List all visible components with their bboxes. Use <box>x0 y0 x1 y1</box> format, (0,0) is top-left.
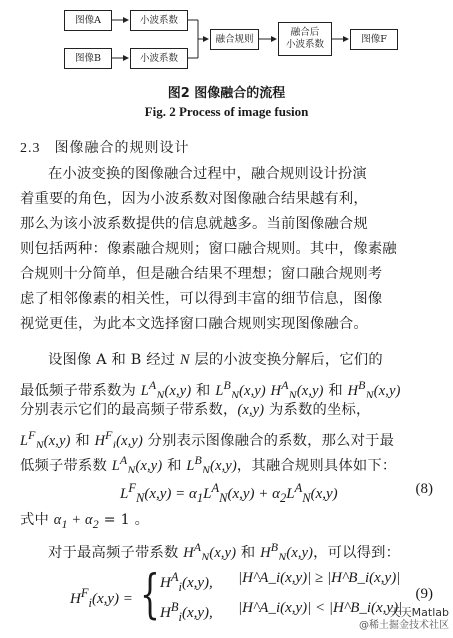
alpha-constraint: 式中 $\alpha_1 + \alpha_2 = 1$ 。 <box>20 512 150 531</box>
figure-caption-cn: 图2 图像融合的流程 <box>167 86 286 101</box>
watermark-line-1: 天天Matlab <box>389 606 449 619</box>
section-heading <box>20 137 190 157</box>
box-image-f: 图像F <box>350 29 398 50</box>
para2-line-4: $L^F_N(x,y)$ 和 $H^F_i(x,y)$ 分别表示图像融合的系数，那么对于最 <box>20 428 395 448</box>
equation-8-expression: $L^F_N(x,y) = \alpha_1L^A_N(x,y) + \alpha_2L^A_N(x,y)$ <box>120 481 338 505</box>
para1-line: 虑了相邻像素的相关性，可以得到丰富的细节信息，图像 <box>20 291 383 307</box>
watermark-line-2: @稀土掘金技术社区 <box>359 620 449 631</box>
equation-9-lhs: $H^F_i(x,y)$ = <box>70 586 133 610</box>
box-fused-wavelet <box>278 22 332 56</box>
equation-9-case-2-condition: |H^A_i(x,y)| < |H^B_i(x,y)| <box>238 600 403 616</box>
fusion-flowchart <box>0 0 453 80</box>
box-wavelet-a: 小波系数 <box>130 10 188 31</box>
section-number: 2.3 <box>20 141 41 156</box>
para2-line-2: 最低频子带系数为 $L^A_N(x,y)$ 和 $L^B_N(x,y)$ $H^A_N(x,y)$ 和 $H^B_N(x,y)$ <box>20 378 401 398</box>
para1-line: 则包括两种：像素融合规则；窗口融合规则。其中，像素融 <box>20 241 397 257</box>
para2-line-1: 设图像 A 和 B 经过 N 层的小波变换分解后，它们的 <box>48 352 383 368</box>
para1-line: 合规则十分简单，但是融合结果不理想；窗口融合规则考 <box>20 266 383 282</box>
equation-9-number: (9) <box>415 586 433 602</box>
equation-9-case-1-condition: |H^A_i(x,y)| ≥ |H^B_i(x,y)| <box>238 570 401 586</box>
box-image-a: 图像A <box>64 10 112 31</box>
para1-line: 视觉更佳，为此本文选择窗口融合规则实现图像融合。 <box>20 316 368 332</box>
equation-8 <box>0 481 453 507</box>
equation-9-brace: { <box>140 565 160 625</box>
para1-line: 在小波变换的图像融合过程中，融合规则设计扮演 <box>48 166 367 182</box>
paragraph-3: 对于最高频子带系数 $H^A_N(x,y)$ 和 $H^B_N(x,y)$，可以得到： <box>48 540 401 560</box>
fused-wavelet-line2: 小波系数 <box>285 39 324 50</box>
box-wavelet-b: 小波系数 <box>130 48 188 69</box>
figure-caption-en: Fig. 2 Process of image fusion <box>144 104 309 119</box>
para2-line-3: 分别表示它们的最高频子带系数，(x,y) 为系数的坐标， <box>20 402 371 418</box>
fused-wavelet-line1: 融合后 <box>290 27 320 39</box>
paragraph-2 <box>20 348 438 473</box>
section-title: 图像融合的规则设计 <box>54 140 190 156</box>
equation-8-number: (8) <box>415 481 433 497</box>
box-fusion-rule: 融合规则 <box>210 29 259 50</box>
equation-9-case-1: $H^A_i(x,y)$, |H^A_i(x,y)| ≥ |H^B_i(x,y)| <box>160 570 401 594</box>
watermark <box>359 606 449 632</box>
para1-line: 那么为该小波系数提供的信息就越多。当前图像融合规 <box>20 216 368 232</box>
paragraph-1 <box>20 162 438 337</box>
para1-line: 着重要的角色，因为小波系数对图像融合结果越有利， <box>20 191 368 207</box>
para2-line-5: 低频子带系数 $L^A_N(x,y)$ 和 $L^B_N(x,y)$，其融合规则具体如下： <box>20 453 397 473</box>
equation-9-case-2: $H^B_i(x,y)$, |H^A_i(x,y)| < |H^B_i(x,y)| <box>160 600 403 624</box>
box-image-b: 图像B <box>64 48 112 69</box>
